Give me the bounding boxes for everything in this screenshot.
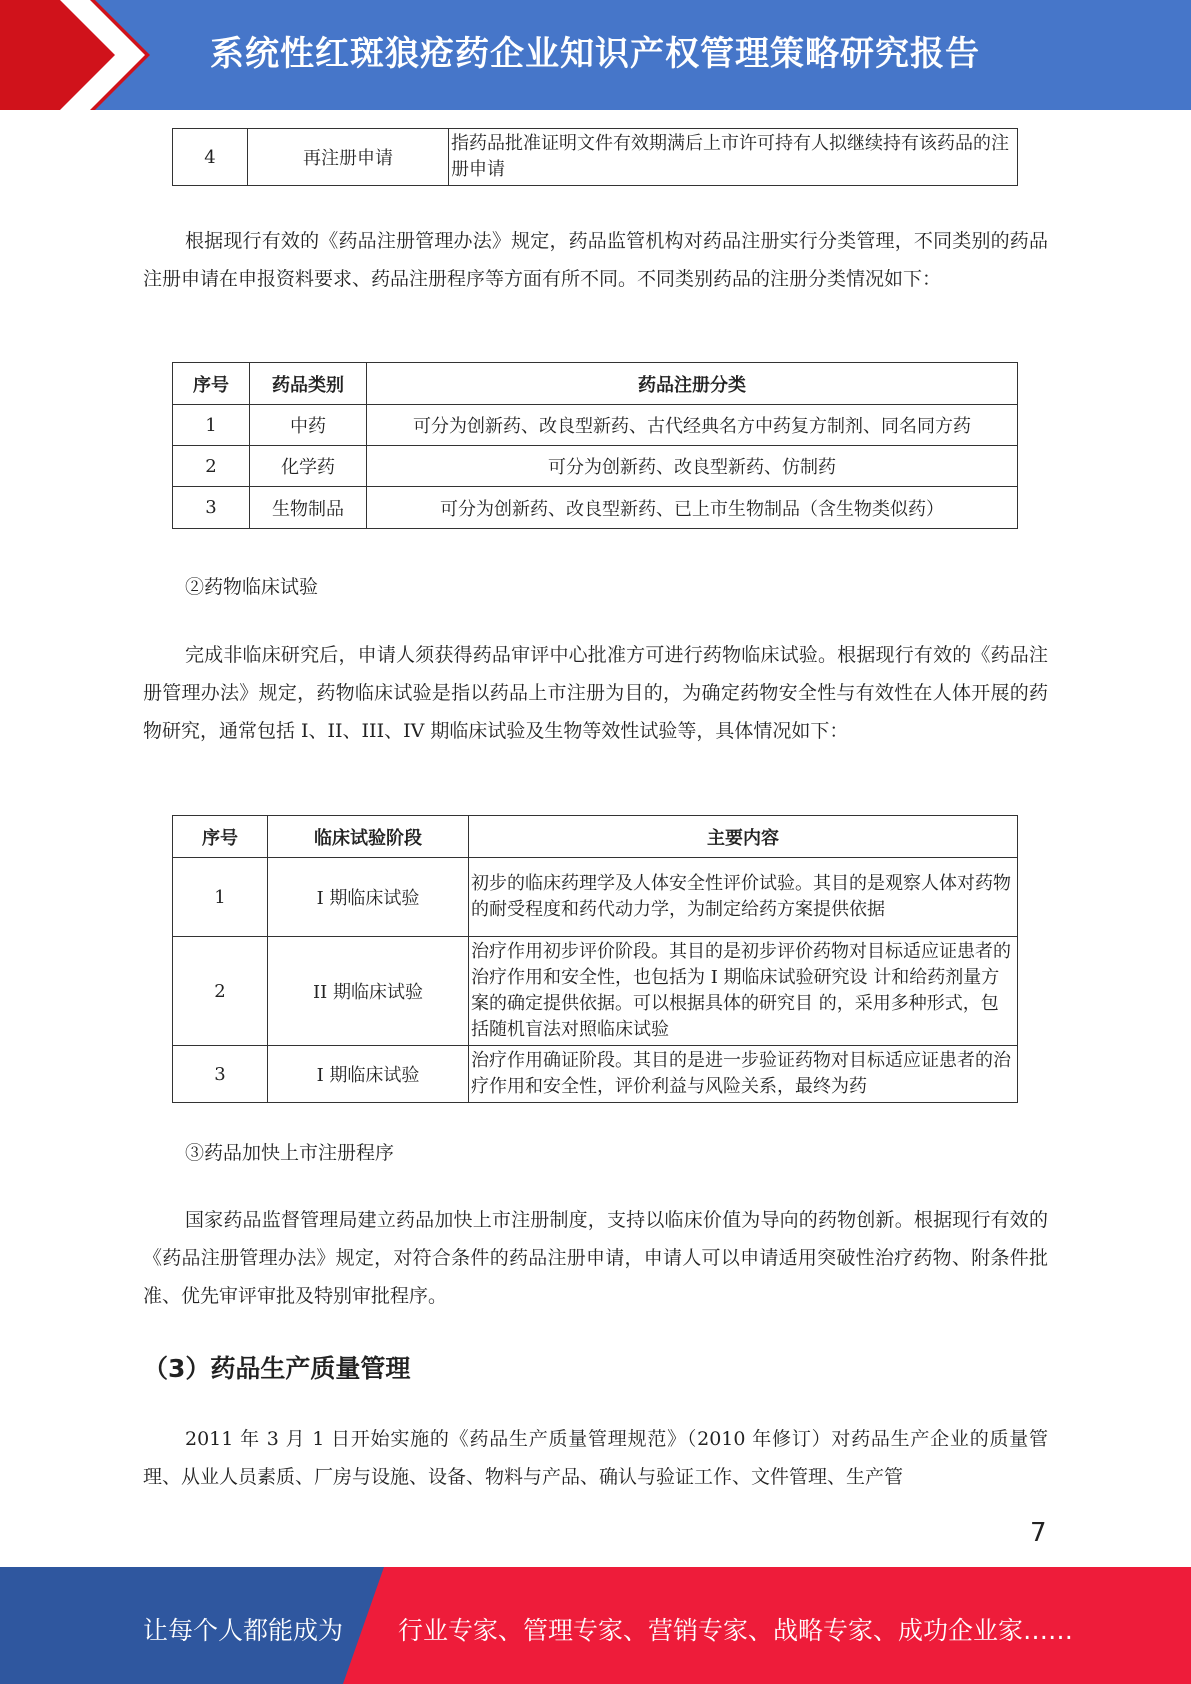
table-cell: I 期临床试验 (268, 1046, 469, 1103)
table-cell: 1 (173, 405, 250, 446)
column-header: 药品注册分类 (367, 363, 1018, 405)
column-header: 主要内容 (469, 816, 1018, 858)
table-cell: 2 (173, 937, 268, 1046)
table-cell: 4 (173, 129, 248, 186)
table-header-row (173, 816, 1018, 858)
column-header: 药品类别 (250, 363, 367, 405)
table-cell: 化学药 (250, 446, 367, 487)
table-cell: II 期临床试验 (268, 937, 469, 1046)
table-cell: I 期临床试验 (268, 858, 469, 937)
table-cell: 1 (173, 858, 268, 937)
table-cell: 可分为创新药、改良型新药、仿制药 (367, 446, 1018, 487)
paragraph-accelerated-registration: 国家药品监督管理局建立药品加快上市注册制度，支持以临床价值为导向的药物创新。根据现行有效的《药品注册管理办法》规定，对符合条件的药品注册申请，申请人可以申请适用突破性治疗药物、附条件批准、优先审评审批及特别审批程序。 (143, 1209, 1048, 1307)
table-clinical-trial-phases (172, 815, 1018, 1103)
column-header: 序号 (173, 363, 250, 405)
page-header (0, 0, 1191, 110)
table-row (173, 937, 1018, 1046)
table-cell: 治疗作用确证阶段。其目的是进一步验证药物对目标适应证患者的治疗作用和安全性，评价利益与风险关系，最终为药 (469, 1046, 1018, 1103)
table-row (173, 1046, 1018, 1103)
column-header: 临床试验阶段 (268, 816, 469, 858)
table-row (173, 487, 1018, 529)
footer-slogan-right: 行业专家、管理专家、营销专家、战略专家、成功企业家…… (398, 1616, 1074, 1645)
table-drug-registration-classes (172, 362, 1018, 529)
section-heading-production-quality: （3）药品生产质量管理 (143, 1354, 411, 1383)
table-header-row (173, 363, 1018, 405)
table-cell: 3 (173, 1046, 268, 1103)
footer-slogan-left: 让每个人都能成为 (143, 1616, 344, 1645)
table-cell: 治疗作用初步评价阶段。其目的是初步评价药物对目标适应证患者的治疗作用和安全性，也包括为 I 期临床试验研究设 计和给药剂量方案的确定提供依据。可以根据具体的研究目 的，采用多种形式，包括随机盲法对照临床试验 (469, 937, 1018, 1046)
table-row (173, 405, 1018, 446)
page-number: 7 (1030, 1518, 1047, 1548)
table-row (173, 129, 1018, 186)
paragraph-registration-intro: 根据现行有效的《药品注册管理办法》规定，药品监管机构对药品注册实行分类管理，不同类别的药品注册申请在申报资料要求、药品注册程序等方面有所不同。不同类别药品的注册分类情况如下： (143, 230, 1048, 290)
subheading-clinical-trials: ②药物临床试验 (185, 576, 319, 598)
table-cell: 再注册申请 (248, 129, 449, 186)
subheading-accelerated-registration: ③药品加快上市注册程序 (185, 1142, 395, 1164)
paragraph-production-quality: 2011 年 3 月 1 日开始实施的《药品生产质量管理规范》（2010 年修订）对药品生产企业的质量管理、从业人员素质、厂房与设施、设备、物料与产品、确认与验证工作、文件管理、生产管 (143, 1428, 1048, 1488)
table-cell: 可分为创新药、改良型新药、古代经典名方中药复方制剂、同名同方药 (367, 405, 1018, 446)
table-cell: 生物制品 (250, 487, 367, 529)
table-cell: 指药品批准证明文件有效期满后上市许可持有人拟继续持有该药品的注册申请 (449, 129, 1018, 186)
table-cell: 2 (173, 446, 250, 487)
paragraph-clinical-trials: 完成非临床研究后，申请人须获得药品审评中心批准方可进行药物临床试验。根据现行有效的《药品注册管理办法》规定，药物临床试验是指以药品上市注册为目的，为确定药物安全性与有效性在人体开展的药物研究，通常包括 I、II、III、IV 期临床试验及生物等效性试验等，具体情况如下： (143, 644, 1048, 742)
page-footer (0, 1567, 1191, 1684)
table-cell: 中药 (250, 405, 367, 446)
table-row (173, 446, 1018, 487)
table-row (173, 858, 1018, 937)
table-cell: 3 (173, 487, 250, 529)
table-cell: 初步的临床药理学及人体安全性评价试验。其目的是观察人体对药物的耐受程度和药代动力学，为制定给药方案提供依据 (469, 858, 1018, 937)
column-header: 序号 (173, 816, 268, 858)
table-reapply (172, 128, 1018, 186)
report-title: 系统性红斑狼疮药企业知识产权管理策略研究报告 (210, 34, 980, 74)
table-cell: 可分为创新药、改良型新药、已上市生物制品（含生物类似药） (367, 487, 1018, 529)
